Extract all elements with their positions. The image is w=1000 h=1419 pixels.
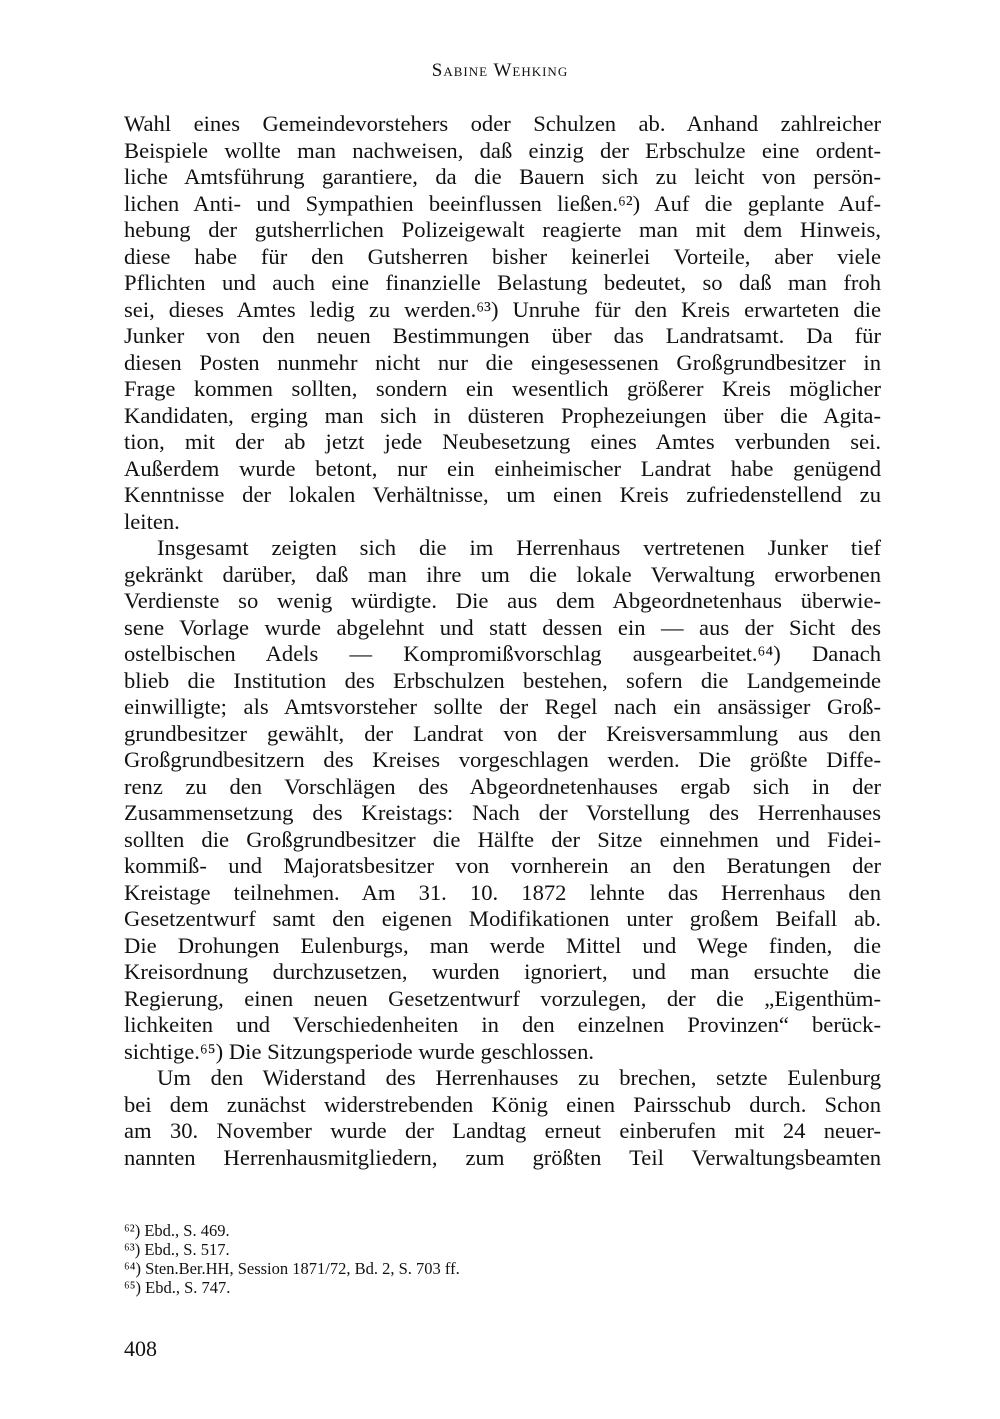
text-line: Beispiele wollte man nachweisen, daß einzig der Erbschulze eine ordent- bbox=[124, 137, 881, 163]
footnote-62: ⁶²) Ebd., S. 469. bbox=[124, 1221, 230, 1240]
text-line: Um den Widerstand des Herrenhauses zu brechen, setzte Eulenburg bbox=[157, 1065, 881, 1090]
text-line: nannten Herrenhausmitgliedern, zum größten Teil Verwaltungsbeamten bbox=[124, 1144, 881, 1170]
text-line: Pflichten und auch eine finanzielle Belastung bedeutet, so daß man froh bbox=[124, 270, 881, 295]
body-text bbox=[124, 111, 881, 1171]
text-line: Kreistage teilnehmen. Am 31. 10. 1872 lehnte das Herrenhaus den bbox=[124, 879, 881, 905]
running-header: Sabine Wehking bbox=[431, 60, 569, 81]
text-line: bei dem zunächst widerstrebenden König einen Pairsschub durch. Schon bbox=[124, 1091, 881, 1117]
text-line: sei, dieses Amtes ledig zu werden.⁶³) Unruhe für den Kreis erwarteten die bbox=[124, 296, 881, 322]
text-line: sene Vorlage wurde abgelehnt und statt dessen ein — aus der Sicht des bbox=[124, 614, 881, 640]
text-line: Verdienste so wenig würdigte. Die aus dem Abgeordnetenhaus überwie- bbox=[124, 588, 881, 613]
text-line: hebung der gutsherrlichen Polizeigewalt reagierte man mit dem Hinweis, bbox=[124, 217, 881, 242]
text-line: Frage kommen sollten, sondern ein wesentlich größerer Kreis möglicher bbox=[124, 376, 881, 401]
text-line: Kenntnisse der lokalen Verhältnisse, um einen Kreis zufriedenstellend zu bbox=[124, 482, 881, 507]
footnotes bbox=[124, 1221, 824, 1297]
text-line: Wahl eines Gemeindevorstehers oder Schulzen ab. Anhand zahlreicher bbox=[124, 111, 881, 136]
text-line: einwilligte; als Amtsvorsteher sollte der Regel nach ein ansässiger Groß- bbox=[124, 694, 881, 719]
text-line: blieb die Institution des Erbschulzen bestehen, sofern die Landgemeinde bbox=[124, 667, 881, 693]
text-line: sollten die Großgrundbesitzer die Hälfte der Sitze einnehmen und Fidei- bbox=[124, 826, 881, 852]
footnote-65: ⁶⁵) Ebd., S. 747. bbox=[124, 1278, 231, 1297]
paragraph-1 bbox=[124, 111, 881, 535]
text-line: sichtige.⁶⁵) Die Sitzungsperiode wurde geschlossen. bbox=[124, 1038, 595, 1064]
text-line: grundbesitzer gewählt, der Landrat von der Kreisversammlung aus den bbox=[124, 720, 881, 746]
paragraph-2 bbox=[124, 535, 881, 1065]
page-number: 408 bbox=[124, 1336, 157, 1361]
text-line: am 30. November wurde der Landtag erneut einberufen mit 24 neuer- bbox=[124, 1118, 881, 1143]
text-line: ostelbischen Adels — Kompromißvorschlag ausgearbeitet.⁶⁴) Danach bbox=[124, 641, 881, 666]
paragraph-3 bbox=[124, 1065, 881, 1171]
text-line: tion, mit der ab jetzt jede Neubesetzung eines Amtes verbunden sei. bbox=[124, 429, 881, 454]
text-line: Kandidaten, erging man sich in düsteren Prophezeiungen über die Agita- bbox=[124, 402, 881, 428]
text-line: Kreisordnung durchzusetzen, wurden ignoriert, und man ersuchte die bbox=[124, 959, 881, 984]
text-line: kommiß- und Majoratsbesitzer von vornherein an den Beratungen der bbox=[124, 853, 881, 878]
text-line: gekränkt darüber, daß man ihre um die lokale Verwaltung erworbenen bbox=[124, 561, 881, 587]
text-line: lichkeiten und Verschiedenheiten in den einzelnen Provinzen“ berück- bbox=[124, 1012, 881, 1037]
text-line: Regierung, einen neuen Gesetzentwurf vorzulegen, der die „Eigenthüm- bbox=[124, 985, 881, 1011]
text-line: diese habe für den Gutsherren bisher keinerlei Vorteile, aber viele bbox=[124, 243, 881, 269]
text-line: Junker von den neuen Bestimmungen über das Landratsamt. Da für bbox=[124, 323, 881, 348]
text-line: lichen Anti- und Sympathien beeinflussen ließen.⁶²) Auf die geplante Auf- bbox=[124, 190, 881, 216]
footnote-63: ⁶³) Ebd., S. 517. bbox=[124, 1240, 230, 1259]
text-line: Großgrundbesitzern des Kreises vorgeschlagen werden. Die größte Diffe- bbox=[124, 747, 881, 772]
text-line: Zusammensetzung des Kreistags: Nach der Vorstellung des Herrenhauses bbox=[124, 800, 881, 825]
text-line: Gesetzentwurf samt den eigenen Modifikationen unter großem Beifall ab. bbox=[124, 906, 881, 931]
text-line: diesen Posten nunmehr nicht nur die eingesessenen Großgrundbesitzer in bbox=[124, 349, 881, 375]
text-line: Insgesamt zeigten sich die im Herrenhaus vertretenen Junker tief bbox=[157, 535, 881, 560]
text-line: renz zu den Vorschlägen des Abgeordnetenhauses ergab sich in der bbox=[124, 773, 881, 799]
text-line: liche Amtsführung garantiere, da die Bauern sich zu leicht von persön- bbox=[124, 164, 881, 189]
footnote-64: ⁶⁴) Sten.Ber.HH, Session 1871/72, Bd. 2, S. 703 ff. bbox=[124, 1259, 460, 1278]
text-line: Außerdem wurde betont, nur ein einheimischer Landrat habe genügend bbox=[124, 455, 881, 481]
text-line: Die Drohungen Eulenburgs, man werde Mittel und Wege finden, die bbox=[124, 932, 881, 958]
text-line: leiten. bbox=[124, 508, 180, 534]
